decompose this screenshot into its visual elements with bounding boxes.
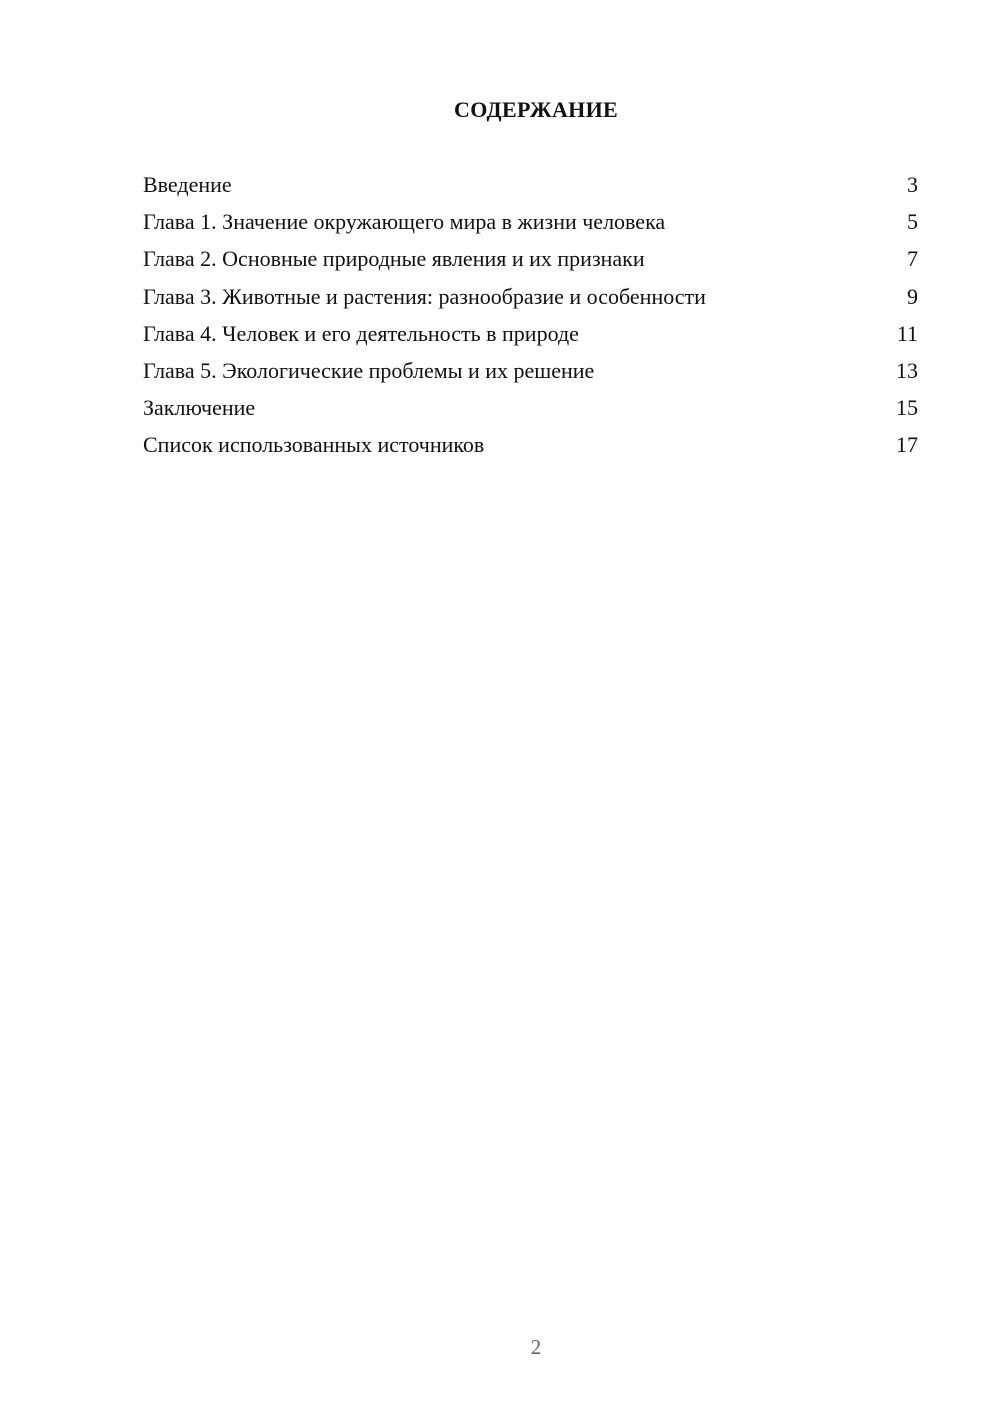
- toc-entry-chapter-5: [143, 356, 918, 393]
- toc-entry-page-number: 5: [907, 209, 918, 235]
- toc-entry-chapter-4: [143, 319, 918, 356]
- toc-entry-chapter-1: [143, 207, 918, 244]
- toc-entry-title: Глава 3. Животные и растения: разнообразие и особенности: [143, 283, 706, 309]
- toc-entry-title: Заключение: [143, 395, 256, 421]
- toc-entry-page-number: 9: [907, 283, 918, 309]
- toc-entry-page-number: 11: [896, 320, 918, 346]
- toc-entry-title: Глава 4. Человек и его деятельность в природе: [143, 320, 579, 346]
- toc-entry-title: Введение: [143, 172, 232, 197]
- toc-heading: СОДЕРЖАНИЕ: [454, 97, 618, 122]
- toc-entry-title: Глава 5. Экологические проблемы и их решение: [143, 357, 595, 383]
- toc-entry-page-number: 3: [907, 172, 918, 197]
- toc-entry-chapter-3: [143, 282, 918, 319]
- toc-entry-references: [143, 430, 918, 467]
- toc-entry-conclusion: [143, 393, 918, 430]
- toc-entry-page-number: 17: [896, 432, 918, 458]
- toc-entry-title: Глава 2. Основные природные явления и их признаки: [143, 246, 645, 272]
- toc-entry-chapter-2: [143, 244, 918, 281]
- table-of-contents: [143, 170, 918, 468]
- page-number: 2: [530, 1335, 542, 1359]
- toc-entry-title: Список использованных источников: [143, 432, 485, 458]
- toc-entry-title: Глава 1. Значение окружающего мира в жизни человека: [143, 209, 666, 235]
- toc-entry-page-number: 15: [896, 395, 918, 421]
- toc-entry-page-number: 13: [896, 357, 918, 383]
- toc-entry-page-number: 7: [907, 246, 918, 272]
- toc-entry-introduction: [143, 170, 918, 207]
